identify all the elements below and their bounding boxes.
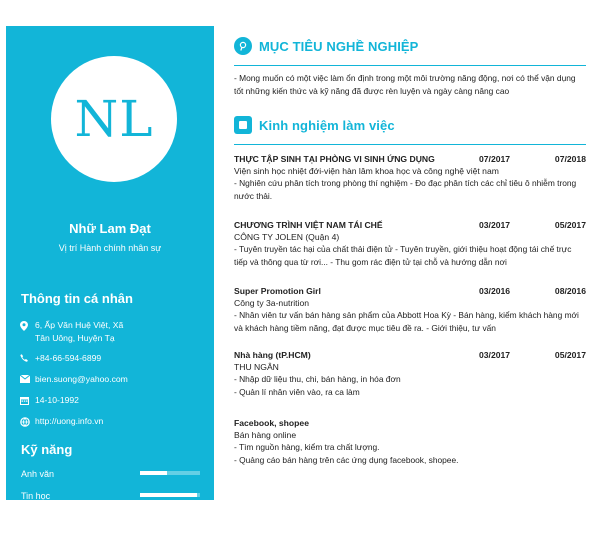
phone-row: [20, 352, 205, 365]
link-icon: [20, 415, 32, 428]
phone-text: +84-66-594-6899: [35, 353, 102, 363]
candidate-name: Nhữ Lam Đạt: [69, 221, 151, 236]
skill-label: Tin học: [21, 491, 51, 501]
skill-label: Anh văn: [21, 469, 55, 479]
birthday-text: 14-10-1992: [35, 395, 79, 405]
address-line-1: 6, Ấp Văn Huệ Việt, Xã: [35, 320, 124, 330]
job-end-date: 05/2017: [554, 220, 586, 230]
job-start-date: 03/2017: [479, 350, 511, 360]
pin-icon: [234, 37, 252, 55]
job-start-date: 07/2017: [479, 154, 511, 164]
job-title: THỰC TẬP SINH TẠI PHÒNG VI SINH ỨNG DỤNG: [234, 154, 435, 164]
experience-divider: [234, 144, 586, 145]
personal-info-heading: Thông tin cá nhân: [21, 291, 133, 306]
job-title: Facebook, shopee: [234, 418, 309, 428]
job-company: Bán hàng online: [234, 430, 297, 440]
skills-heading: Kỹ năng: [21, 442, 73, 457]
job-item: [234, 349, 586, 398]
email-row: [20, 373, 205, 386]
job-item: [234, 417, 586, 466]
job-company: THU NGÂN: [234, 362, 279, 372]
job-start-date: 03/2017: [479, 220, 511, 230]
skill-bar: [140, 471, 200, 475]
job-description: - Nghiên cứu phân tích trong phòng thí nghiệm - Đo đạc phân tích các chỉ tiêu ô nhiễm trong nước thải.: [234, 178, 577, 201]
job-company: Viện sinh học nhiệt đới-viện hàn lâm khoa học và công nghệ việt nam: [234, 166, 499, 176]
job-description: - Nhân viên tư vấn bán hàng sản phẩm của Abbott Hoa Kỳ - Bán hàng, kiểm khách hàng mới và khách hàng tiềm năng, đạt được mục tiêu đề ra. - Giới thiệu, tư vấn: [234, 310, 579, 333]
bottom-heading: Tai trường PHKUTN: [21, 519, 145, 534]
website-row: [20, 415, 205, 428]
objective-section-header: [234, 37, 418, 55]
skill-bar-fill: [140, 471, 167, 475]
address-row: [20, 319, 205, 345]
experience-title: Kinh nghiệm làm việc: [259, 117, 395, 133]
candidate-role: Vị trí Hành chính nhân sự: [58, 243, 162, 253]
location-icon: [20, 319, 32, 345]
job-description: - Tuyên truyền tác hại của chất thải điện tử - Tuyên truyền, giới thiệu hoạt động tái chế trực tiếp và thông qua từ rơi... - Thu gom rác điện tử tại chỗ và hướng dẫn nơi: [234, 244, 572, 267]
email-icon: [20, 373, 32, 386]
job-title: Super Promotion Girl: [234, 286, 321, 296]
job-start-date: 03/2016: [479, 286, 511, 296]
job-item: [234, 285, 586, 334]
experience-section-header: [234, 116, 395, 134]
sidebar: [6, 26, 214, 534]
job-title: Nhà hàng (tP.HCM): [234, 350, 311, 360]
job-item: [234, 153, 586, 202]
phone-icon: [20, 352, 32, 365]
skill-bar: [140, 493, 200, 497]
briefcase-icon: [234, 116, 252, 134]
objective-title: MỤC TIÊU NGHỀ NGHIỆP: [259, 38, 419, 54]
address-line-2: Tân Uông, Huyện Tạ: [35, 333, 115, 343]
job-end-date: 05/2017: [554, 350, 586, 360]
job-description: - Nhập dữ liệu thu, chi, bán hàng, in hóa đơn - Quản lí nhân viên vào, ra ca làm: [234, 374, 401, 397]
job-end-date: 07/2018: [554, 154, 586, 164]
objective-divider: [234, 65, 586, 66]
job-end-date: 08/2016: [554, 286, 586, 296]
skill-bar-fill: [140, 493, 197, 497]
website-text[interactable]: http://uong.info.vn: [35, 416, 104, 426]
job-company: Công ty 3a-nutrition: [234, 298, 309, 308]
job-item: [234, 219, 586, 268]
calendar-icon: [20, 394, 32, 407]
avatar: NL: [51, 56, 177, 182]
birthday-row: [20, 394, 205, 407]
objective-text: - Mong muốn có một việc làm ổn định trong một môi trường năng động, nơi có thể vận dụng tốt những kiến thức và kỹ năng đã được rèn luyện và ngày càng nâng cao: [234, 73, 576, 96]
job-company: CÔNG TY JOLEN (Quận 4): [234, 232, 340, 242]
email-text: bien.suong@yahoo.com: [35, 374, 128, 384]
job-title: CHƯƠNG TRÌNH VIỆT NAM TÁI CHẾ: [234, 220, 383, 230]
job-description: - Tìm nguồn hàng, kiểm tra chất lượng. - Quảng cáo bán hàng trên các ứng dụng facebook, shopee.: [234, 442, 459, 465]
